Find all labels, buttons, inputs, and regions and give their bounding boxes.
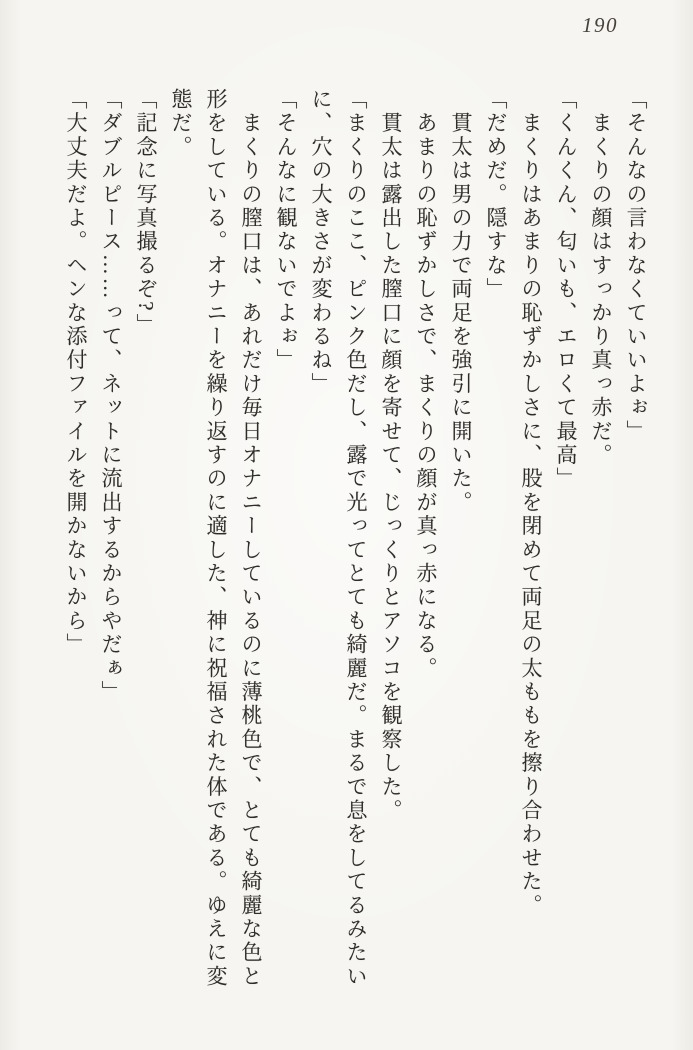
text-line: 「だめだ。隠すな」 — [484, 88, 508, 302]
page-text-body — [58, 88, 653, 992]
text-line: 「まくりのここ、ピンク色だし、露で光ってとても綺麗だ。まるで息をしてるみたい — [344, 88, 368, 989]
text-line: まくりの顔はすっかり真っ赤だ。 — [589, 88, 613, 468]
text-line: 形をしている。オナニーを繰り返すのに適した、神に祝福された体である。ゆえに変 — [204, 88, 228, 989]
text-line: あまりの恥ずかしさで、まくりの顔が真っ赤になる。 — [414, 88, 438, 681]
text-line: 「そんなに観ないでよぉ」 — [274, 88, 298, 373]
text-line: 「ダブルピース……って、ネットに流出するからやだぁ」 — [99, 88, 123, 705]
page-number: 190 — [582, 13, 618, 37]
text-line: 「そんなの言わなくていいよぉ」 — [624, 88, 648, 444]
text-line: 貫太は男の力で両足を強引に開いた。 — [449, 88, 473, 515]
text-line: 「記念に写真撮るぞ?」 — [134, 88, 158, 338]
text-line: 貫太は露出した膣口に顔を寄せて、じっくりとアソコを観察した。 — [379, 88, 403, 823]
text-line: 態だ。 — [169, 88, 193, 160]
text-line: 「くんくん、匂いも、エロくて最高」 — [554, 88, 578, 491]
text-line: まくりの膣口は、あれだけ毎日オナニーしているのに薄桃色で、とても綺麗な色と — [239, 88, 263, 989]
text-line: 「大丈夫だよ。ヘンな添付ファイルを開かないから」 — [64, 88, 88, 657]
text-line: に、穴の大きさが変わるね」 — [309, 88, 333, 397]
text-line: まくりはあまりの恥ずかしさに、股を閉めて両足の太ももを擦り合わせた。 — [519, 88, 543, 918]
